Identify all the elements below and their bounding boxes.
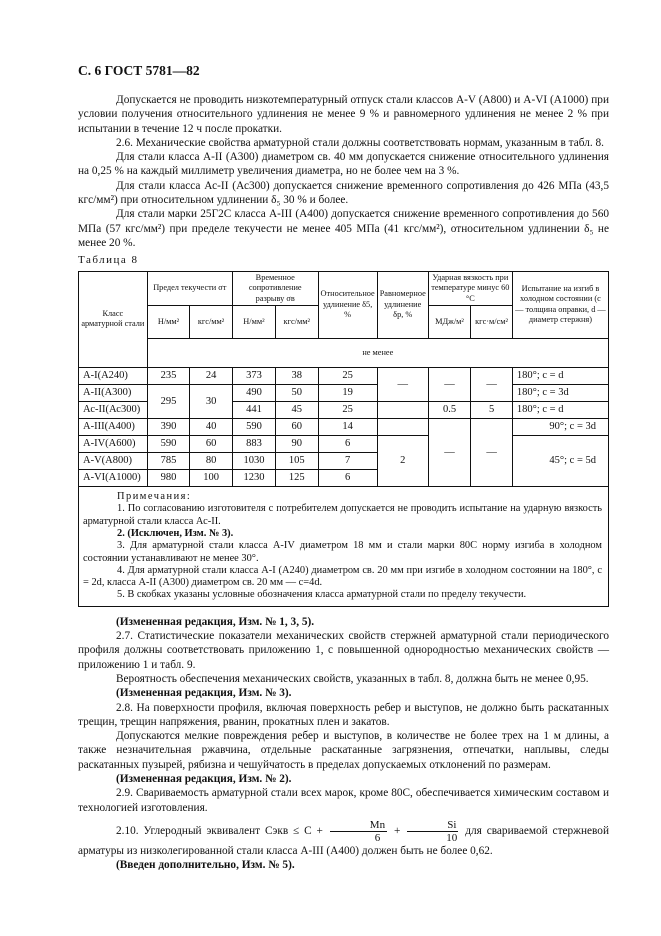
cell-yield-nmm: 295 xyxy=(147,385,190,419)
cell-elongation: 6 xyxy=(318,436,377,453)
paragraph: 2.8. На поверхности профиля, включая поверхность ребер и выступов, не должно быть раскатанных трещин, трещин напряжения, рванин, прокатных плен и закатов. xyxy=(78,701,609,728)
cell-tensile-kgs: 105 xyxy=(275,453,318,470)
table-caption: Таблица 8 xyxy=(78,254,139,267)
cell-impact-mdj: 0.5 xyxy=(428,402,470,419)
cell-elongation: 25 xyxy=(318,402,377,419)
cell-tensile-kgs: 90 xyxy=(275,436,318,453)
note: 5. В скобках указаны условные обозначения класса арматурной стали по пределу текучести. xyxy=(117,589,527,601)
col-header-yield: Предел текучести σт xyxy=(147,271,232,306)
cell-elongation: 25 xyxy=(318,368,377,385)
note: 3. Для арматурной стали класса A-IV диаметром 18 мм и стали марки 80С норму изгиба в холодном состоянии устанавливают не менее 30°. xyxy=(83,540,602,564)
cell-uniform xyxy=(377,402,428,419)
cell-tensile-kgs: 125 xyxy=(275,470,318,487)
cell-tensile-kgs: 45 xyxy=(275,402,318,419)
cell-uniform: 2 xyxy=(377,436,428,487)
cell-impact-kgsm: 5 xyxy=(471,402,513,419)
cell-elongation: 7 xyxy=(318,453,377,470)
paragraph: Допускается не проводить низкотемпературный отпуск стали классов A-V (А800) и A-VI (А1000) при условии получения относительного удлинения не менее 9 % и равномерного удлинения не менее 2 % при испытании в течение 12 ч после прокатки. xyxy=(78,94,609,135)
cell-yield-nmm: 590 xyxy=(147,436,190,453)
cell-bend: 90°; c = 3d xyxy=(512,419,608,436)
amendment-note: (Введен дополнительно, Изм. № 5). xyxy=(116,859,295,872)
cell-tensile-kgs: 50 xyxy=(275,385,318,402)
cell-yield-kgs: 24 xyxy=(190,368,233,385)
paragraph: 2.6. Механические свойства арматурной стали должны соответствовать нормам, указанным в табл. 8. xyxy=(116,136,604,149)
paragraph: Вероятность обеспечения механических свойств, указанных в табл. 8, должна быть не менее 0,95. xyxy=(116,672,589,685)
cell-yield-kgs: 80 xyxy=(190,453,233,470)
cell-uniform: — xyxy=(377,368,428,402)
cell-yield-nmm: 390 xyxy=(147,419,190,436)
col-header-tensile: Временное сопротивление разрыву σв xyxy=(232,271,318,306)
not-less-row: не менее xyxy=(147,339,608,368)
unit-mdj: МДж/м² xyxy=(428,306,470,339)
paragraph: 2.7. Статистические показатели механических свойств стержней арматурной стали периодического профиля должны соответствовать приложению 1, с повышенной однородностью механических свойств — приложению 1 и табл. 9. xyxy=(78,630,609,671)
col-header-bend: Испытание на изгиб в холодном состоянии (с — толщина оправки, d — диаметр стержня) xyxy=(512,271,608,339)
notes-title: Примечания: xyxy=(117,491,192,503)
cell-impact-mdj: — xyxy=(428,419,470,487)
note: 2. (Исключен, Изм. № 3). xyxy=(117,527,234,539)
cell-bend: 180°; c = d xyxy=(512,368,608,385)
cell-tensile-kgs: 38 xyxy=(275,368,318,385)
cell-class: A-IV(А600) xyxy=(79,436,148,453)
denominator: 10 xyxy=(446,831,458,844)
cell-impact-kgsm: — xyxy=(471,368,513,402)
cell-yield-nmm: 235 xyxy=(147,368,190,385)
cell-impact-kgsm: — xyxy=(471,419,513,487)
cell-impact-mdj: — xyxy=(428,368,470,402)
formula-paragraph xyxy=(78,819,609,858)
cell-elongation: 6 xyxy=(318,470,377,487)
paragraph: Для стали класса A-II (А300) диаметром св. 40 мм допускается снижение относительного удлинения на 0,25 % на каждый миллиметр увеличения диаметра, но не более чем на 3 %. xyxy=(78,151,609,178)
cell-class: A-V(А800) xyxy=(79,453,148,470)
cell-bend: 45°; c = 5d xyxy=(512,436,608,487)
cell-bend: 180°; c = 3d xyxy=(512,385,608,402)
cell-tensile-nmm: 590 xyxy=(232,419,275,436)
cell-class: A-II(А300) xyxy=(79,385,148,402)
unit-nmm: Н/мм² xyxy=(147,306,190,339)
cell-tensile-nmm: 441 xyxy=(232,402,275,419)
amendment-note: (Измененная редакция, Изм. № 2). xyxy=(116,773,292,785)
cell-yield-nmm: 785 xyxy=(147,453,190,470)
denominator: 6 xyxy=(374,831,381,844)
amendment-note: (Измененная редакция, Изм. № 1, 3, 5). xyxy=(116,615,315,628)
amendment-note: (Измененная редакция, Изм. № 3). xyxy=(116,687,292,700)
cell-class: A-VI(А1000) xyxy=(79,470,148,487)
fraction-mn xyxy=(330,819,387,844)
plus-sign: + xyxy=(393,824,401,837)
note: 1. По согласованию изготовителя с потребителем допускается не проводить испытание на ударную вязкость арматурной стали класса Ас-II. xyxy=(83,503,602,527)
table-row xyxy=(79,368,609,385)
formula-tail: для свариваемой стержневой арматуры из низколегированной стали класса A-III (А400) должен быть не более 0,62. xyxy=(78,824,609,857)
cell-yield-kgs: 100 xyxy=(190,470,233,487)
cell-yield-kgs: 40 xyxy=(190,419,233,436)
cell-uniform xyxy=(377,419,428,436)
mechanical-properties-table xyxy=(78,271,609,607)
unit-nmm: Н/мм² xyxy=(232,306,275,339)
formula-lead: 2.10. Углеродный эквивалент Cэкв ≤ C + xyxy=(116,824,323,837)
cell-yield-kgs: 30 xyxy=(190,385,233,419)
table-notes xyxy=(79,487,609,607)
document-body xyxy=(78,93,609,872)
numerator: Mn xyxy=(330,819,387,832)
paragraph: Допускаются мелкие повреждения ребер и выступов, в количестве не более трех на 1 м длины, а также незначительная ржавчина, отдельные раскатанные загрязнения, отпечатки, наплывы, следы раскатанных пузырей, рябизна и чешуйчатость в пределах допускаемых отклонений по размерам. xyxy=(78,730,609,771)
paragraph: 2.9. Свариваемость арматурной стали всех марок, кроме 80С, обеспечивается химическим составом и технологией изготовления. xyxy=(78,787,609,814)
col-header-uniform: Равномерное удлинение δр, % xyxy=(377,271,428,339)
cell-elongation: 19 xyxy=(318,385,377,402)
paragraph: Для стали марки 25Г2С класса A-III (А400) допускается снижение временного сопротивления до 560 МПа (57 кгс/мм²) при пределе текучести не менее 405 МПа (41 кгс/мм²), относительном удлинении δ₅ не менее 20 %. xyxy=(78,208,609,249)
table-row xyxy=(79,385,609,402)
table-row xyxy=(79,419,609,436)
cell-tensile-nmm: 883 xyxy=(232,436,275,453)
cell-class: A-I(А240) xyxy=(79,368,148,385)
cell-yield-kgs: 60 xyxy=(190,436,233,453)
cell-yield-nmm: 980 xyxy=(147,470,190,487)
paragraph: Для стали класса Ас-II (Ас300) допускается снижение временного сопротивления до 426 МПа (43,5 кгс/мм²) при относительном удлинении δ₅ 30 % и более. xyxy=(78,179,609,207)
col-header-elongation: Относительное удлинение δ5, % xyxy=(318,271,377,339)
cell-tensile-nmm: 490 xyxy=(232,385,275,402)
unit-kgs: кгс/мм² xyxy=(275,306,318,339)
cell-bend: 180°; c = d xyxy=(512,402,608,419)
cell-tensile-nmm: 1030 xyxy=(232,453,275,470)
unit-kgsm: кгс·м/см² xyxy=(471,306,513,339)
table-row xyxy=(79,436,609,453)
page-header: С. 6 ГОСТ 5781—82 xyxy=(78,63,200,78)
fraction-si xyxy=(407,819,458,844)
cell-class: Ас-II(Ас300) xyxy=(79,402,148,419)
unit-kgs: кгс/мм² xyxy=(190,306,233,339)
cell-tensile-kgs: 60 xyxy=(275,419,318,436)
cell-tensile-nmm: 1230 xyxy=(232,470,275,487)
col-header-impact: Ударная вязкость при температуре минус 60 °С xyxy=(428,271,512,306)
note: 4. Для арматурной стали класса A-I (А240) диаметром св. 20 мм при изгибе в холодном состоянии на 180°, c = 2d, класса A-II (А300) диаметром св. 20 мм — c=4d. xyxy=(83,564,602,589)
cell-tensile-nmm: 373 xyxy=(232,368,275,385)
cell-elongation: 14 xyxy=(318,419,377,436)
col-header-class: Класс арматурной стали xyxy=(79,271,148,368)
cell-class: A-III(А400) xyxy=(79,419,148,436)
numerator: Si xyxy=(407,819,458,832)
